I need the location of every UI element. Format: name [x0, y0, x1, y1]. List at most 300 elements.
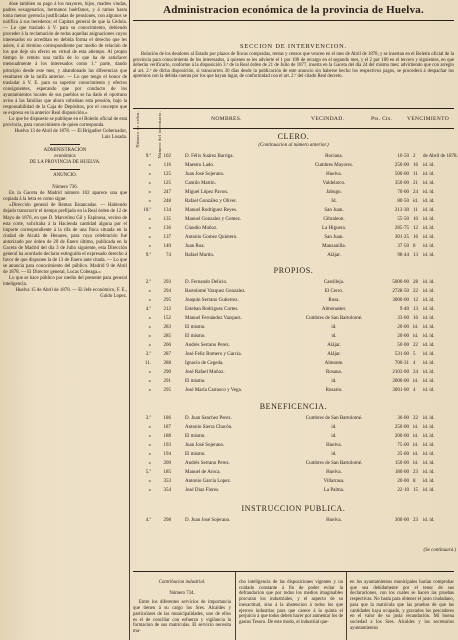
- order-cell: »: [148, 181, 151, 186]
- name-cell: José Rafael Muñoz.: [185, 370, 225, 375]
- intro-paragraph: Relación de los deudores al Estado por plazos de fincas compradas, rentas y censos que vencen en el mes de Abril de 1878, y se insertan en el Boletín oficial de la provincia para conocimiento de los interesados, á quienes se les advierte el 1 por 100 de recargo en el segundo mes, y el 2 por 100 en el tercero y siguientes, en que deberán verificarlo, conforme á la disposición 3.ª de la Real órden de 21 de Julio de 1877, inserta en la Gaceta del día 24 del mismo mes; advirtiendo que con arreglo al art. 2.º de dicha disposición, si transcurren 30 días desde la publicación de este anuncio sin haberse hecho los respectivos pagos, se procederá á despachar los apremios con la debida cuenta por los que hayan lugar, de conformidad con el art. 2.º del citado Real decreto.: [133, 52, 454, 80]
- table-row: [131, 332, 456, 341]
- amount-cell: 200·00: [394, 434, 409, 439]
- day-cell: 23: [413, 470, 418, 475]
- table-row: [131, 368, 456, 377]
- amount-cell: 250·00: [394, 163, 409, 168]
- name-cell: Juan José Sojerano.: [185, 443, 225, 448]
- order-cell: »: [148, 217, 151, 222]
- day-cell: 5: [413, 352, 416, 357]
- table-row: [131, 179, 456, 188]
- amount-cell: 250·00: [394, 425, 409, 430]
- inventory-cell: 185: [163, 470, 171, 475]
- inventory-cell: 285: [163, 334, 171, 339]
- due-cell: id. id.: [423, 244, 435, 249]
- inventory-cell: 212: [163, 307, 171, 312]
- name-cell: El mismo.: [185, 334, 206, 339]
- due-cell: id. id.: [423, 388, 435, 393]
- section-subtitle: SECCION DE INTERVENCION.: [240, 43, 347, 50]
- amount-cell: 350·00: [394, 181, 409, 186]
- name-cell: Esteban Rodriguez Cortes.: [185, 307, 239, 312]
- day-cell: 4: [413, 361, 416, 366]
- order-cell: »: [148, 425, 151, 430]
- day-cell: 10: [413, 217, 418, 222]
- left-paragraph: dose tambien su pago á los mayores, hijos, madres viudas, padres sexagenarios, hermanos huérfanos, y á ramos hasta toma menor gerencia justificadas de pensiones, con algunos se notifica á sus herederos; el Capitan general de que la Cédula. — Lo que traslado á V. para su conocimiento, debiendo proceder á la reclamación de todas aquellas asignaciones cuyos interesados no acreditan en debida forma el derecho que les asiste, ó al término correspondiente por medio de relación de los que deje sin efecto en virtud de esta atiempo. Al propio tiempo le remito una tarifa de lo que ha de satisfacer mensualmente á los interesados como 1.º parte, dando principio desde este mes, y abandonado las diferencias que resultaren de la tarifa anterior. — Lo que tengo el honor de trasladar á V. E. para su superior conocimiento y efectos consiguientes, esperando que por conducto de los ayuntamientos locales de sus pueblos se ha dado el oportuno aviso á las familias que ahora cobraban esta pensión, bajo la responsabilidad de la Caja de Depósitos, por el concepto que se expresa en la anterior Real disposición.»: [3, 2, 127, 116]
- due-cell: id. id.: [423, 461, 435, 466]
- amount-cell: 3000·00: [392, 298, 409, 303]
- due-cell: id. id.: [423, 208, 435, 213]
- day-cell: 16: [413, 235, 418, 240]
- town-cell: Jabugo.: [326, 190, 342, 195]
- section-clero: CLERO.: [277, 132, 310, 141]
- day-cell: id.: [413, 334, 419, 339]
- town-cell: id.: [331, 434, 337, 439]
- day-cell: 15: [413, 488, 418, 493]
- table-row: [131, 477, 456, 486]
- left-signature: Huelva 13 de Abril de 1878. — El Brigadier Gobernador, Luis Losada.: [14, 128, 127, 141]
- inventory-cell: 187: [163, 425, 171, 430]
- day-cell: id.: [413, 434, 419, 439]
- due-cell: id. id.: [423, 370, 435, 375]
- amount-cell: 20·00: [397, 334, 409, 339]
- table-row: [131, 414, 456, 423]
- amount-cell: 2000·00: [392, 379, 409, 384]
- amount-cell: 531·00: [394, 352, 409, 357]
- amount-cell: 80·50: [397, 199, 409, 204]
- inventory-cell: 353: [163, 479, 171, 484]
- town-cell: Id.: [331, 199, 337, 204]
- day-cell: 22: [413, 416, 418, 421]
- name-cell: Bartolomé Vazquez Gonzalez.: [185, 289, 246, 294]
- table-row: [131, 459, 456, 468]
- due-cell: id. id.: [423, 425, 435, 430]
- table-row: [131, 152, 456, 161]
- inventory-cell: 152: [163, 316, 171, 321]
- inventory-cell: 134: [163, 208, 171, 213]
- left-paragraph: «Dirección general de Rentas Estancadas. — Habiendo dejado transcurrir el tiempo prefijado en la Real órden de 12 de Mayo de 1876, en que D. Marcelino Gil y Espinosa, vecino de esta corte, solicitaba á la Hacienda cantidad alguna por el importe correspondiente á la rifa de una finca situada en la ciudad de Alcalá de Henares, para cuya celebración fué autorizado por órden de 20 de Enero último, publicada en la Gaceta de Madrid del día 3 de Julio siguiente, esta Dirección general ha acordado declarar estinguido el expresado derecho á favor de que disponen la de 13 de Enero ante citada. — Lo que se anuncia para conocimiento del público. Madrid 9 de Abril de 1878. — El Director general, Lucas Cobeaga.»: [3, 203, 127, 275]
- order-cell: »: [148, 190, 151, 195]
- table-row: [131, 215, 456, 224]
- town-cell: Gibraleon.: [323, 217, 345, 222]
- table-row: [131, 441, 456, 450]
- inventory-cell: 293: [163, 280, 171, 285]
- section-beneficencia: BENEFICENCIA.: [259, 402, 328, 411]
- table-row: [131, 170, 456, 179]
- due-cell: id. id.: [423, 361, 435, 366]
- due-cell: id. id.: [423, 307, 435, 312]
- day-cell: id.: [413, 452, 419, 457]
- inventory-cell: 194: [163, 452, 171, 457]
- amount-cell: 36·00: [397, 416, 409, 421]
- town-cell: id.: [331, 334, 337, 339]
- continued-footer: (Se continuará.): [423, 548, 456, 553]
- amount-cell: 700·31: [394, 361, 409, 366]
- town-cell: Almonte.: [324, 361, 344, 366]
- town-cell: Valdelarco.: [322, 181, 346, 186]
- name-cell: José María Carrasco y Vega.: [185, 388, 242, 393]
- table-row: [131, 516, 456, 525]
- column-rule: [346, 572, 347, 640]
- name-cell: El mismo.: [185, 379, 206, 384]
- amount-cell: 500·00: [394, 172, 409, 177]
- inventory-cell: 136: [163, 226, 171, 231]
- due-cell: id. id.: [423, 163, 435, 168]
- anuncio-heading: ANUNCIO.: [53, 173, 77, 179]
- day-cell: 22: [413, 343, 418, 348]
- left-paragraph: Lo que he dispuesto se publique en el Boletín oficial de esta provincia, para conocimiento de quien corresponda.: [3, 116, 127, 128]
- day-cell: 13: [413, 253, 418, 258]
- name-cell: El mismo.: [185, 325, 206, 330]
- town-cell: Cumbres de San Bartolomé.: [305, 461, 363, 466]
- order-cell: »: [148, 388, 151, 393]
- town-cell: Cumbres de San Bartolomé.: [305, 416, 363, 421]
- name-cell: Miguel López Pavon.: [185, 190, 229, 195]
- due-cell: id. id.: [423, 470, 435, 475]
- table-row: [131, 377, 456, 386]
- day-cell: 22: [413, 289, 418, 294]
- table-row: [131, 251, 456, 260]
- inventory-cell: 291: [163, 379, 171, 384]
- bottom-paragraph: Entre los diferentes servicios de importancia que tienen á su cargo los Sres. Alcaldes y particulares de las municipalidades, uno de ellos es el de conciliar con esfuerzo y vigilancia la formacion de sus matrículas. El servicio necesita mu-: [133, 600, 231, 634]
- amount-cell: 301·25: [394, 235, 409, 240]
- name-cell: Ignacio de Cegeda.: [185, 361, 224, 366]
- inventory-cell: 294: [163, 289, 171, 294]
- order-cell: »: [148, 325, 151, 330]
- town-cell: Alájar.: [327, 343, 341, 348]
- order-cell: »: [148, 452, 151, 457]
- amount-cell: 300·00: [394, 518, 409, 523]
- column-rule: [129, 0, 130, 640]
- bottom-column-3: [350, 580, 454, 631]
- order-cell: 2.º: [145, 280, 151, 285]
- due-cell: id. id.: [423, 280, 435, 285]
- column-rule: [235, 572, 236, 640]
- order-cell: »: [148, 379, 151, 384]
- order-cell: »: [148, 298, 151, 303]
- day-cell: 2: [413, 154, 416, 159]
- order-cell: »: [148, 334, 151, 339]
- due-cell: id. id.: [423, 226, 435, 231]
- table-row: [131, 323, 456, 332]
- header-inventory: Número del inventario.: [157, 111, 162, 159]
- inventory-cell: 188: [163, 434, 171, 439]
- town-cell: San Juan.: [324, 208, 344, 213]
- order-cell: »: [148, 244, 151, 249]
- inventory-cell: 102: [163, 154, 171, 159]
- day-cell: 16: [413, 316, 418, 321]
- day-cell: 4: [413, 388, 416, 393]
- name-cell: El mismo.: [185, 434, 206, 439]
- day-cell: id.: [413, 425, 419, 430]
- due-cell: id. id.: [423, 416, 435, 421]
- town-cell: Cumbres Mayores.: [314, 163, 354, 168]
- amount-cell: 75·00: [397, 443, 409, 448]
- inventory-cell: 283: [163, 325, 171, 330]
- day-cell: id.: [413, 379, 419, 384]
- due-cell: id. id.: [423, 235, 435, 240]
- table-row: [131, 432, 456, 441]
- order-cell: »: [148, 289, 151, 294]
- amount-cell: 33·00: [397, 316, 409, 321]
- due-cell: id. id.: [423, 316, 435, 321]
- bottom-column-1: [133, 580, 231, 635]
- town-cell: Huelva.: [326, 443, 342, 448]
- inventory-cell: 116: [163, 163, 171, 168]
- table-row: [131, 423, 456, 432]
- divider: [50, 144, 80, 145]
- inventory-cell: 193: [163, 443, 171, 448]
- order-cell: 9.º: [145, 253, 151, 258]
- table-row: [131, 359, 456, 368]
- name-cell: Camilo Martin.: [185, 181, 216, 186]
- table-row: [131, 296, 456, 305]
- inventory-cell: 186: [163, 416, 171, 421]
- order-cell: 11.: [144, 361, 151, 366]
- name-cell: Manuel Rodríguez Reyes.: [185, 208, 238, 213]
- table-row: [131, 468, 456, 477]
- town-cell: Huelva.: [326, 518, 342, 523]
- inventory-cell: 354: [163, 488, 171, 493]
- table-row: [131, 287, 456, 296]
- town-cell: San Juan.: [324, 235, 344, 240]
- inventory-cell: 247: [163, 190, 171, 195]
- due-cell: id. id.: [423, 479, 435, 484]
- header-town: VECINDAD.: [311, 116, 345, 122]
- order-cell: »: [148, 434, 151, 439]
- due-cell: de Abril de 1878.: [423, 154, 458, 159]
- order-cell: »: [148, 488, 151, 493]
- table-row: [131, 486, 456, 495]
- due-cell: id. id.: [423, 190, 435, 195]
- order-cell: »: [148, 316, 151, 321]
- day-cell: 24: [413, 190, 418, 195]
- bottom-paragraph: cho inteligencia de las disposiciones vigentes y un cuidado constante á fin de poder evitar la defraudacion que por todos los medios imaginables procuran los industriales, y el aspecto de su inexactitud, sino á la abstencion á todos los que ejercen industrias para que carece á la quinta el perjuicio á que todos deben hacer por aumentar los de gastos Tesoro. De este modo, el industrial que-: [239, 580, 343, 625]
- amount-cell: 20·00: [397, 479, 409, 484]
- amount-cell: 3001·00: [392, 388, 409, 393]
- section-propios: PROPIOS.: [273, 266, 314, 275]
- inventory-cell: 74: [166, 253, 171, 258]
- due-cell: id. id.: [423, 452, 435, 457]
- name-cell: Manuel Fernández Vazquez.: [185, 316, 242, 321]
- amount-cell: 2103·00: [392, 370, 409, 375]
- day-cell: id.: [413, 325, 419, 330]
- header-order: Número de orden.: [135, 111, 140, 148]
- due-cell: id. id.: [423, 181, 435, 186]
- name-cell: Maestro Lado.: [185, 163, 215, 168]
- bottom-rule: [133, 571, 454, 572]
- header-due: VENCIMIENTO: [407, 116, 450, 122]
- table-row: [131, 386, 456, 395]
- amount-cell: 20·00: [397, 325, 409, 330]
- name-cell: El mismo.: [185, 452, 206, 457]
- amount-cell: 180·00: [394, 470, 409, 475]
- order-cell: »: [148, 461, 151, 466]
- town-cell: Villarrasa.: [323, 479, 345, 484]
- town-cell: Rosana.: [326, 370, 342, 375]
- inventory-cell: 288: [163, 361, 171, 366]
- inventory-cell: 125: [163, 181, 171, 186]
- order-cell: »: [148, 163, 151, 168]
- header-rule-top: [133, 108, 454, 109]
- continued-note: (Continuacion al número anterior.): [258, 143, 329, 148]
- town-cell: Huelva.: [326, 172, 342, 177]
- name-cell: Manuel de Aroca.: [185, 470, 221, 475]
- table-row: [131, 278, 456, 287]
- town-cell: Rosa.: [328, 298, 340, 303]
- day-cell: 24: [413, 370, 418, 375]
- order-cell: »: [148, 443, 151, 448]
- name-cell: Rafael Martin.: [185, 253, 215, 258]
- table-row: [131, 242, 456, 251]
- name-cell: Andrés Serrano Perez.: [185, 343, 230, 348]
- table-row: [131, 206, 456, 215]
- name-cell: D. Juan Sanchez Perez.: [185, 416, 232, 421]
- due-cell: id. id.: [423, 217, 435, 222]
- name-cell: Antonio García Lopez.: [185, 479, 231, 484]
- admin-subheading: económica: [54, 154, 76, 160]
- name-cell: Manuel Gonzalez y Gomez.: [185, 217, 242, 222]
- town-cell: id.: [331, 325, 337, 330]
- town-cell: id.: [331, 452, 337, 457]
- page-title: Administracion económica de la provincia de Huelva.: [163, 4, 424, 16]
- name-cell: Juan Roa.: [185, 244, 205, 249]
- inventory-cell: 266: [163, 343, 171, 348]
- town-cell: La Palma.: [323, 488, 345, 493]
- due-cell: id. id.: [423, 352, 435, 357]
- town-cell: Manzanilla.: [322, 244, 346, 249]
- due-cell: id. id.: [423, 253, 435, 258]
- day-cell: 28: [413, 280, 418, 285]
- order-cell: 10.º: [143, 208, 151, 213]
- name-cell: D. Fernando Delicio.: [185, 280, 228, 285]
- table-row: [131, 341, 456, 350]
- admin-province: DE LA PROVINCIA DE HUELVA.: [29, 160, 101, 166]
- day-cell: id.: [413, 461, 419, 466]
- order-cell: 4.º: [145, 518, 151, 523]
- table-row: [131, 305, 456, 314]
- order-cell: 5.º: [145, 470, 151, 475]
- order-cell: »: [148, 226, 151, 231]
- order-cell: 4.º: [145, 307, 151, 312]
- name-cell: José Diaz Flores.: [185, 488, 220, 493]
- day-cell: 11: [413, 172, 418, 177]
- name-cell: D. Juan José Sojerano.: [185, 518, 231, 523]
- name-cell: Antonio Sierra Chacón.: [185, 425, 233, 430]
- table-row: [131, 161, 456, 170]
- inventory-cell: 125: [163, 172, 171, 177]
- bottom-column-2: [239, 580, 343, 626]
- name-cell: Joaquin Serrano Gutierrez.: [185, 298, 239, 303]
- amount-cell: 55·50: [397, 217, 409, 222]
- order-cell: »: [148, 479, 151, 484]
- contribucion-number: Número 734.: [169, 590, 195, 596]
- order-cell: »: [148, 199, 151, 204]
- amount-cell: 213·30: [394, 208, 409, 213]
- name-cell: Andrés Serrano Perez.: [185, 461, 230, 466]
- amount-cell: 9·40: [399, 307, 409, 312]
- town-cell: El Cerro.: [324, 289, 344, 294]
- due-cell: id. id.: [423, 434, 435, 439]
- order-cell: »: [148, 172, 151, 177]
- order-cell: 3.º: [145, 416, 151, 421]
- amount-cell: 10·50: [397, 154, 409, 159]
- inventory-cell: 135: [163, 217, 171, 222]
- due-cell: id. id.: [423, 379, 435, 384]
- due-cell: id. id.: [423, 334, 435, 339]
- town-cell: Rociana.: [325, 154, 343, 159]
- amount-cell: 70·00: [397, 190, 409, 195]
- day-cell: 13: [413, 307, 418, 312]
- table-row: [131, 314, 456, 323]
- inventory-cell: 295: [163, 298, 171, 303]
- contribucion-heading: Contribucion industrial.: [158, 580, 206, 585]
- table-row: [131, 197, 456, 206]
- town-cell: Alájar.: [327, 253, 341, 258]
- header-rule-bottom: [133, 128, 454, 129]
- town-cell: id.: [331, 379, 337, 384]
- main-column: [131, 0, 456, 640]
- due-cell: id. id.: [423, 443, 435, 448]
- amount-cell: 22·10: [397, 488, 409, 493]
- town-cell: Alájar.: [327, 352, 341, 357]
- left-paragraph: Lo que se hace público por medio del presente para general inteligencia.: [3, 275, 127, 288]
- inventory-cell: 298: [163, 518, 171, 523]
- section-instruccion: INSTRUCCION PUBLICA.: [241, 504, 346, 513]
- table-row: [131, 188, 456, 197]
- day-cell: 23: [413, 518, 418, 523]
- inventory-cell: 140: [163, 244, 171, 249]
- amount-cell: 37·50: [397, 244, 409, 249]
- left-column: [3, 2, 127, 300]
- town-cell: Castilleja.: [323, 280, 345, 285]
- header-names: NOMBRES.: [211, 116, 242, 122]
- amount-cell: 5000·00: [392, 280, 409, 285]
- inventory-cell: 287: [163, 352, 171, 357]
- order-cell: »: [148, 343, 151, 348]
- due-cell: id. id.: [423, 343, 435, 348]
- town-cell: id.: [331, 425, 337, 430]
- day-cell: id.: [413, 199, 419, 204]
- due-cell: id. id.: [423, 488, 435, 493]
- name-cell: Claudio Muñoz.: [185, 226, 218, 231]
- table-row: [131, 450, 456, 459]
- order-cell: 3.º: [145, 352, 151, 357]
- table-row: [131, 224, 456, 233]
- table-row: [131, 350, 456, 359]
- town-cell: Cumbres de San Bartolomé.: [305, 316, 363, 321]
- due-cell: id. id.: [423, 199, 435, 204]
- day-cell: 8: [413, 479, 416, 484]
- amount-cell: 285·75: [394, 226, 409, 231]
- amount-cell: 25·00: [397, 452, 409, 457]
- day-cell: 16: [413, 163, 418, 168]
- due-cell: id. id.: [423, 298, 435, 303]
- header-amount: Pts. Cts.: [371, 116, 393, 122]
- day-cell: 12: [413, 298, 418, 303]
- name-cell: Juan José Sojerano.: [185, 172, 225, 177]
- day-cell: 21: [413, 181, 418, 186]
- inventory-cell: 200: [163, 461, 171, 466]
- day-cell: 8: [413, 244, 416, 249]
- left-paragraph: En la Gaceta de Madrid número 102 aparece una que copiada á la letra es como sigue:: [3, 191, 127, 203]
- town-cell: Almonaster.: [321, 307, 347, 312]
- amount-cell: 98·44: [397, 253, 409, 258]
- day-cell: 11: [413, 208, 418, 213]
- order-cell: »: [148, 235, 151, 240]
- notice-number: Número 736.: [52, 185, 78, 191]
- table-row: [131, 233, 456, 242]
- amount-cell: 50·00: [397, 343, 409, 348]
